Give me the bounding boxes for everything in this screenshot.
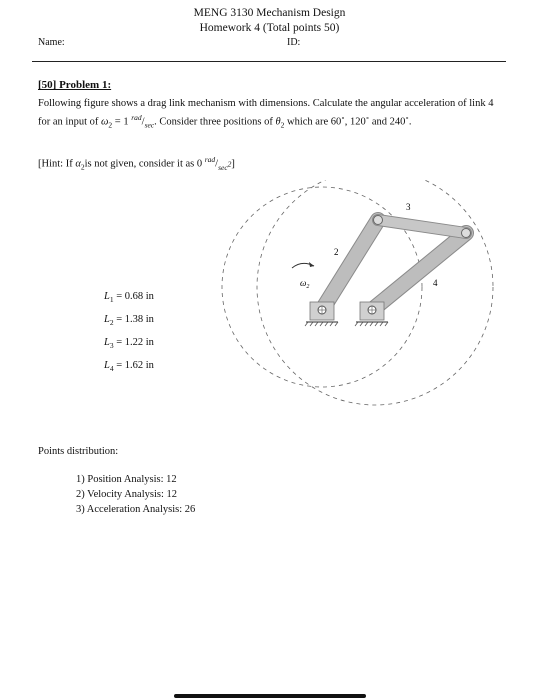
- problem-statement: Following figure shows a drag link mechanism with dimensions. Calculate the angular acceleration of link 4 for an input of $\omega_2 = 1$ $^{rad}/_{sec}$. Consider three positions of $\theta_2$ which are 60˚, 120˚ and 240˚.: [38, 98, 494, 130]
- dimension-l4: $L_4 = 1.62$ in: [104, 360, 154, 374]
- problem-heading: [50] Problem 1:: [38, 79, 112, 91]
- link-4: [372, 233, 466, 310]
- link-label-4: 4: [433, 278, 438, 288]
- omega-label: $\omega_2$: [300, 278, 310, 290]
- dimension-l2: $L_2 = 1.38$ in: [104, 314, 154, 328]
- course-title: MENG 3130 Mechanism Design: [193, 7, 346, 19]
- header-divider: [32, 61, 506, 62]
- ground-pivot-a: [305, 302, 338, 326]
- list-item: 2) Velocity Analysis: 12: [76, 489, 178, 500]
- home-indicator[interactable]: [174, 694, 366, 698]
- list-item: 3) Acceleration Analysis: 26: [76, 504, 196, 515]
- points-title: Points distribution:: [38, 446, 119, 457]
- name-label: Name:: [38, 37, 65, 48]
- homework-title: Homework 4 (Total points 50): [199, 22, 340, 34]
- id-label: ID:: [287, 37, 301, 48]
- omega-arrowhead-icon: [309, 262, 314, 267]
- link-2: [322, 220, 378, 310]
- dimension-l3: $L_3 = 1.22$ in: [104, 337, 154, 351]
- link-dimensions: [104, 287, 154, 379]
- problem-hint: [Hint: If $\alpha_2is$ not given, consider it as 0 $^{rad}/_{sec^2}$]: [38, 155, 235, 172]
- points-list: [76, 472, 195, 517]
- link-label-3: 3: [406, 202, 411, 212]
- link-label-2: 2: [334, 247, 339, 257]
- drag-link-figure: [220, 180, 510, 410]
- joint-link3-link4: [462, 229, 471, 238]
- list-item: 1) Position Analysis: 12: [76, 474, 177, 485]
- joint-link2-link3: [374, 216, 383, 225]
- link-3: [378, 220, 466, 233]
- ground-pivot-b: [355, 302, 388, 326]
- dimension-l1: $L_1 = 0.68$ in: [104, 291, 154, 305]
